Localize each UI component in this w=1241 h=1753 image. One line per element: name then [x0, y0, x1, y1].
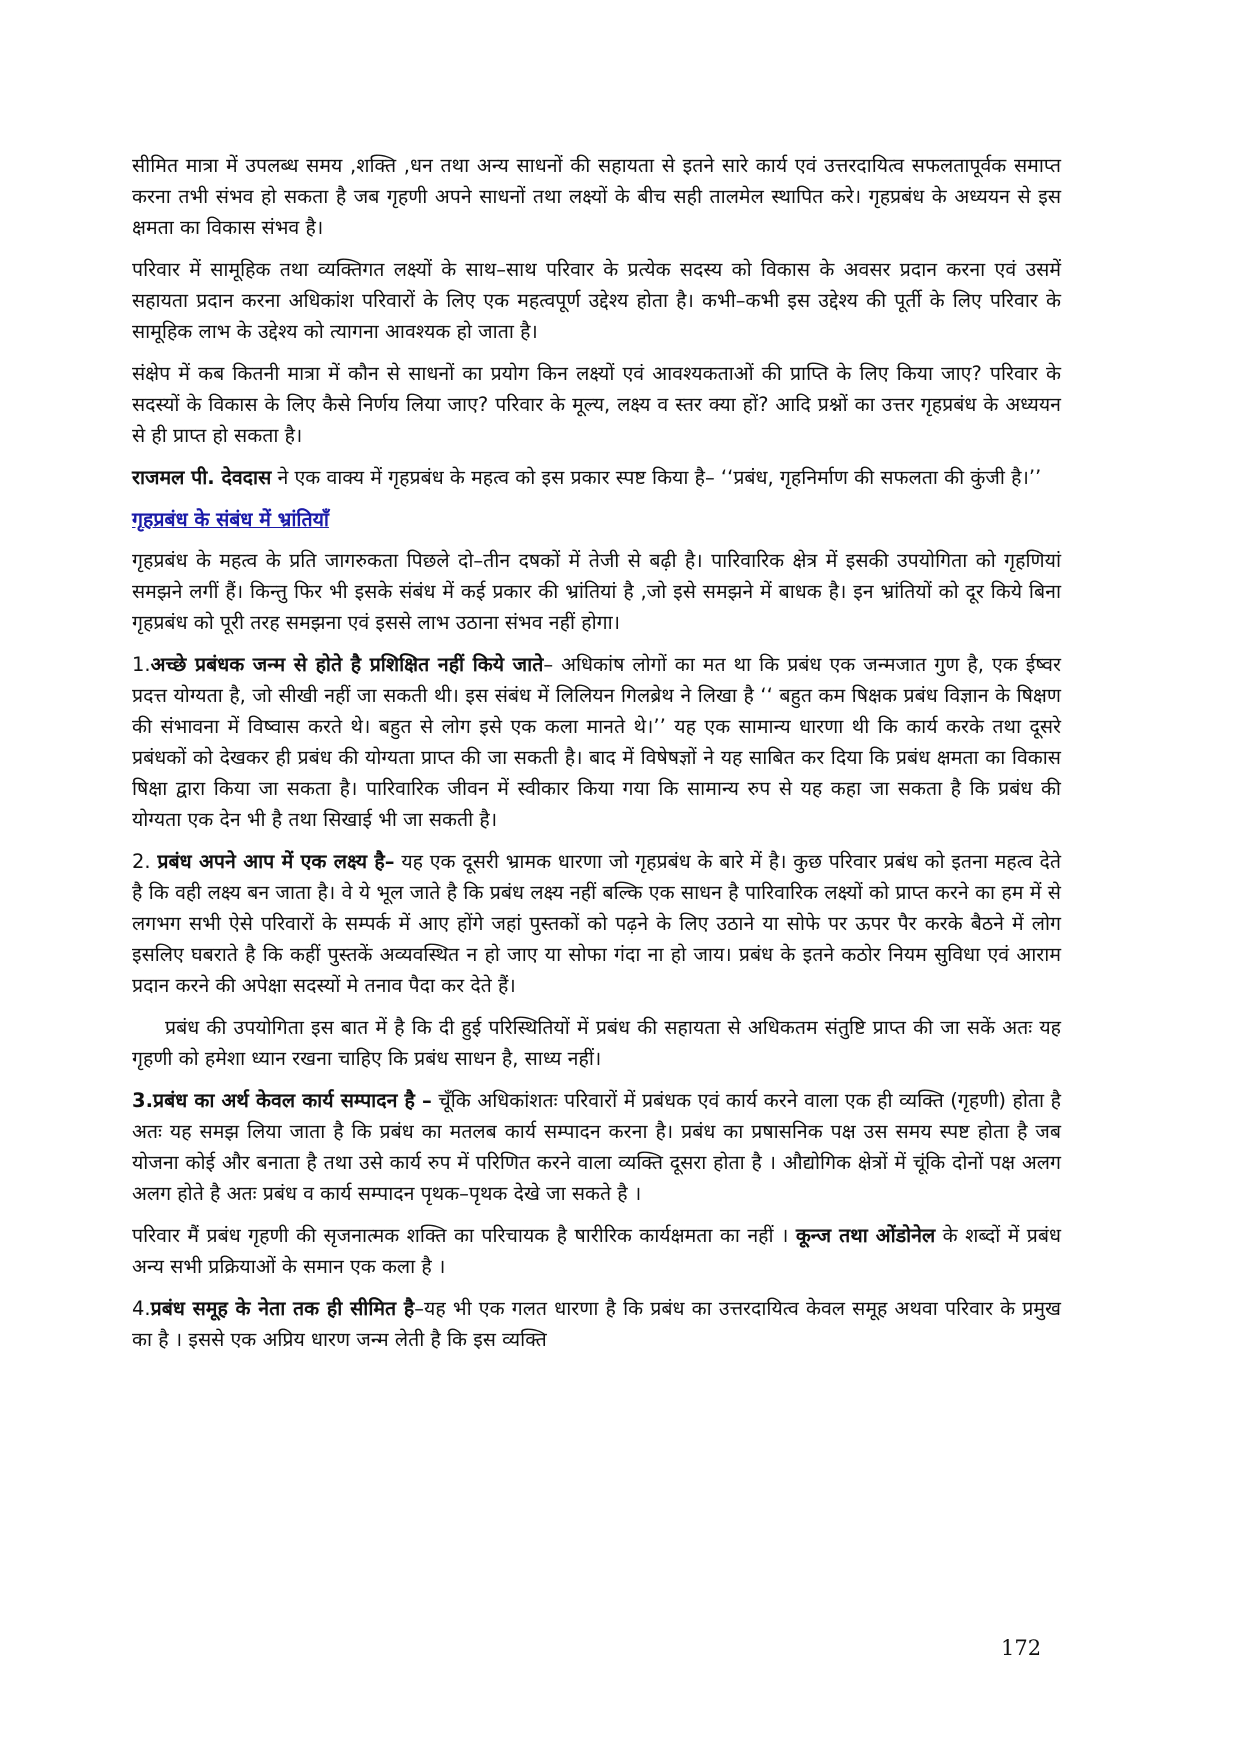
misconception-text: – अधिकांष लोगों का मत था कि प्रबंध एक जन्मजात गुण है, एक ईष्वर प्रदत्त योग्यता है, जो सीखी नहीं जा सकती थी। इस संबंध में लिलियन गिलब्रेथ ने लिखा है ‘‘ बहुत कम षिक्षक प्रबंध विज्ञान के षिक्षण की संभावना में विष्वास करते थे। बहुत से लोग इसे एक कला मानते थे।’’ यह एक सामान्य धारणा थी कि कार्य करके तथा दूसरे प्रबंधकों को देखकर ही प्रबंध की योग्यता प्राप्त की जा सकती है। बाद में विषेषज्ञों ने यह साबित कर दिया कि प्रबंध क्षमता का विकास षिक्षा द्वारा किया जा सकता है। पारिवारिक जीवन में स्वीकार किया गया कि सामान्य रुप से यह कहा जा सकता है कि प्रबंध की योग्यता एक देन भी है तथा सिखाई भी जा सकती है। — [132, 653, 1061, 831]
misconception-3 — [132, 1085, 1061, 1209]
misconception-text: –यह भी एक गलत धारणा है कि प्रबंध का उत्तरदायित्व केवल समूह अथवा परिवार के प्रमुख का है । इससे एक अप्रिय धारण जन्म लेती है कि इस व्यक्ति — [132, 1297, 1061, 1351]
misconception-4 — [132, 1293, 1061, 1355]
quote-text: ने एक वाक्य में गृहप्रबंध के महत्व को इस प्रकार स्पष्ट किया है– ‘‘प्रबंध, गृहनिर्माण की सफलता की कुंजी है।’’ — [271, 466, 1042, 489]
quote-author: राजमल पी. देवदास — [132, 466, 272, 489]
misconception-1 — [132, 649, 1061, 835]
paragraph-summary: संक्षेप में कब कितनी मात्रा में कौन से साधनों का प्रयोग किन लक्ष्यों एवं आवश्यकताओं की प्राप्ति के लिए किया जाए? परिवार के सदस्यों के विकास के लिए कैसे निर्णय लिया जाए? परिवार के मूल्य, लक्ष्य व स्तर क्या हों? आदि प्रश्नों का उत्तर गृहप्रबंध के अध्ययन से ही प्राप्त हो सकता है। — [132, 362, 1062, 447]
paragraph-text: के शब्दों में प्रबंध अन्य सभी प्रक्रियाओं के समान एक कला है । — [132, 1224, 1062, 1278]
paragraph-awareness: गृहप्रबंध के महत्व के प्रति जागरुकता पिछले दो–तीन दषकों में तेजी से बढ़ी है। पारिवारिक क्षेत्र में इसकी उपयोगिता को गृहणियां समझने लगीं हैं। किन्तु फिर भी इसके संबंध में कई प्रकार की भ्रांतियां है ,जो इसे समझने में बाधक है। इन भ्रांतियों को दूर किये बिना गृहप्रबंध को पूरी तरह समझना एवं इससे लाभ उठाना संभव नहीं होगा। — [132, 549, 1061, 634]
paragraph-family-goals: परिवार में सामूहिक तथा व्यक्तिगत लक्ष्यों के साथ–साथ परिवार के प्रत्येक सदस्य को विकास के अवसर प्रदान करना एवं उसमें सहायता प्रदान करना अधिकांश परिवारों के लिए एक महत्वपूर्ण उद्देश्य होता है। कभी–कभी इस उद्देश्य की पूर्ती के लिए परिवार के सामूहिक लाभ के उद्देश्य को त्यागना आवश्यक हो जाता है। — [132, 258, 1061, 343]
paragraph-text: परिवार मैं प्रबंध गृहणी की सृजनात्मक शक्ति का परिचायक है षारीरिक कार्यक्षमता का नहीं । — [132, 1224, 796, 1247]
paragraph-quote — [132, 462, 1061, 493]
page-number: 172 — [1001, 1636, 1042, 1660]
paragraph-utility: प्रबंध की उपयोगिता इस बात में है कि दी हुई परिस्थितियों में प्रबंध की सहायता से अधिकतम संतुष्टि प्राप्त की जा सकें अतः यह गृहणी को हमेशा ध्यान रखना चाहिए कि प्रबंध साधन है, साध्य नहीं। — [132, 1016, 1061, 1070]
item-number: 1. — [132, 653, 151, 676]
misconception-title: प्रबंध अपने आप में एक लक्ष्य है– — [157, 850, 395, 873]
item-number: 2. — [132, 850, 158, 873]
misconception-text: चूँकि अधिकांशतः परिवारों में प्रबंधक एवं कार्य करने वाला एक ही व्यक्ति (गृहणी) होता है अतः यह समझ लिया जाता है कि प्रबंध का मतलब कार्य सम्पादन करना है। प्रबंध का प्रषासनिक पक्ष उस समय स्पष्ट होता है जब योजना कोई और बनाता है तथा उसे कार्य रुप में परिणित करने वाला व्यक्ति दूसरा होता है । औद्योगिक क्षेत्रों में चूंकि दोनों पक्ष अलग अलग होते है अतः प्रबंध व कार्य सम्पादन पृथक–पृथक देखे जा सकते है । — [132, 1089, 1061, 1205]
misconception-title: प्रबंध समूह के नेता तक ही सीमित है — [150, 1297, 415, 1320]
item-number: 4. — [132, 1297, 151, 1320]
misconception-title: अच्छे प्रबंधक जन्म से होते है प्रशिक्षित नहीं किये जाते — [150, 653, 544, 676]
misconception-2 — [132, 846, 1061, 1001]
section-heading: गृहप्रबंध के संबंध में भ्रांतियाँ — [132, 508, 329, 531]
misconception-title: 3.प्रबंध का अर्थ केवल कार्य सम्पादन है – — [132, 1089, 432, 1112]
paragraph-resources: सीमित मात्रा में उपलब्ध समय ,शक्ति ,धन तथा अन्य साधनों की सहायता से इतने सारे कार्य एवं उत्तरदायित्व सफलतापूर्वक समाप्त करना तभी संभव हो सकता है जब गृहणी अपने साधनों तथा लक्ष्यों के बीच सही तालमेल स्थापित करे। गृहप्रबंध के अध्ययन से इस क्षमता का विकास संभव है। — [132, 154, 1061, 239]
paragraph-creative-power — [132, 1220, 1061, 1282]
page-body — [132, 150, 1061, 1366]
misconception-text: यह एक दूसरी भ्रामक धारणा जो गृहप्रबंध के बारे में है। कुछ परिवार प्रबंध को इतना महत्व देते है कि वही लक्ष्य बन जाता है। वे ये भूल जाते है कि प्रबंध लक्ष्य नहीं बल्कि एक साधन है पारिवारिक लक्ष्यों को प्राप्त करने का हम में से लगभग सभी ऐसे परिवारों के सम्पर्क में आए होंगे जहां पुस्तकों को पढ़ने के लिए उठाने या सोफे पर ऊपर पैर करके बैठने में लोग इसलिए घबराते है कि कहीं पुस्तकें अव्यवस्थित न हो जाए या सोफा गंदा ना हो जाय। प्रबंध के इतने कठोर नियम सुविधा एवं आराम प्रदान करने की अपेक्षा सदस्यों मे तनाव पैदा कर देते हैं। — [132, 850, 1061, 997]
cited-authors: कून्ज तथा ओंडोनेल — [795, 1224, 936, 1247]
